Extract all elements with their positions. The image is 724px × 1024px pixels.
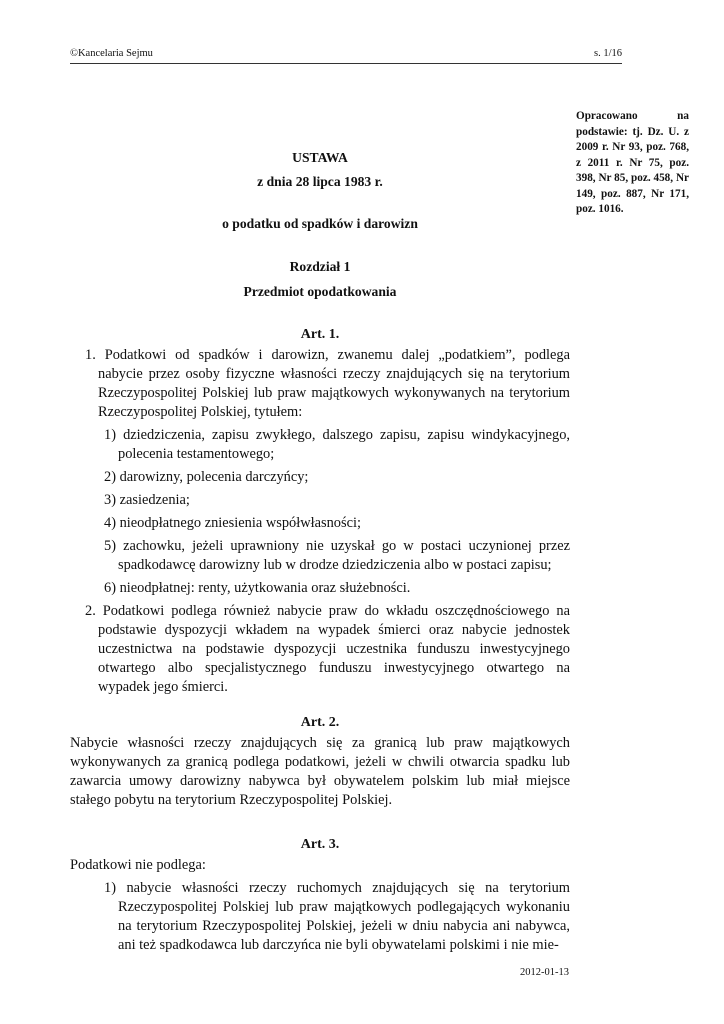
list-item: 2) darowizny, polecenia darczyńcy; [104, 469, 309, 485]
chapter-number: Rozdział 1 [289, 259, 351, 274]
page-footer-date: 2012-01-13 [520, 967, 569, 978]
list-item: 5) zachowku, jeżeli uprawniony nie uzyskał go w postaci uczynionej przez spadkodawcę darowizny lub w drodze dziedziczenia albo w postaci zapisu; [104, 538, 570, 573]
article-1 [70, 325, 570, 697]
list-item: 1) nabycie własności rzeczy ruchomych znajdujących się na terytorium Rzeczypospolitej Polskiej lub praw majątkowych podlegających wykonaniu na terytorium Rzeczypospolitej Polskiej, jeżeli w dniu nabycia ani nabywca, ani też spadkodawca lub darczyńca nie byli obywatelami polskimi i nie mie- [104, 880, 570, 953]
act-date: z dnia 28 lipca 1983 r. [257, 174, 383, 189]
paragraph: Podatkowi nie podlega: [70, 857, 206, 873]
chapter-title: Przedmiot opodatkowania [243, 284, 397, 299]
article-heading: Art. 1. [300, 327, 340, 342]
act-subject: o podatku od spadków i darowizn [222, 216, 418, 231]
paragraph: 2. Podatkowi podlega również nabycie praw do wkładu oszczędnościowego na podstawie dyspozycji wkładem na wypadek śmierci oraz nabycie jednostek uczestnictwa na podstawie dyspozycji uczestnika funduszu inwestycyjnego otwartego albo specjalistycznego funduszu inwestycyjnego otwartego na wypadek jego śmierci. [85, 603, 570, 695]
list-item: 1) dziedziczenia, zapisu zwykłego, dalszego zapisu, zapisu windykacyjnego, polecenia testamentowego; [104, 427, 570, 462]
header-publisher: ©Kancelaria Sejmu [70, 48, 153, 59]
article-3 [70, 835, 570, 955]
page-header [70, 47, 622, 64]
paragraph: Nabycie własności rzeczy znajdujących się za granicą lub praw majątkowych wykonywanych za granicą podlega podatkowi, jeżeli w chwili otwarcia spadku lub zawarcia umowy darowizny nabywca był obywatelem polskim lub miał miejsce stałego pobytu na terytorium Rzeczypospolitej Polskiej. [70, 735, 570, 808]
article-2 [70, 713, 570, 810]
list-item: 4) nieodpłatnego zniesienia współwłasności; [104, 515, 361, 531]
list-item: 3) zasiedzenia; [104, 492, 190, 508]
source-note: Opracowano na podstawie: tj. Dz. U. z 2009 r. Nr 93, poz. 768, z 2011 r. Nr 75, poz. 398, Nr 85, poz. 458, Nr 149, poz. 887, Nr 171, poz. 1016. [576, 110, 689, 215]
act-title: USTAWA [292, 150, 348, 165]
header-page-number: s. 1/16 [593, 48, 622, 59]
article-heading: Art. 2. [300, 715, 340, 730]
article-heading: Art. 3. [300, 837, 340, 852]
paragraph: 1. Podatkowi od spadków i darowizn, zwanemu dalej „podatkiem”, podlega nabycie przez osoby fizyczne własności rzeczy znajdujących się na terytorium Rzeczypospolitej Polskiej lub praw majątkowych wykonywanych na terytorium Rzeczypospolitej Polskiej, tytułem: [85, 347, 570, 420]
list-item: 6) nieodpłatnej: renty, użytkowania oraz służebności. [104, 580, 411, 596]
